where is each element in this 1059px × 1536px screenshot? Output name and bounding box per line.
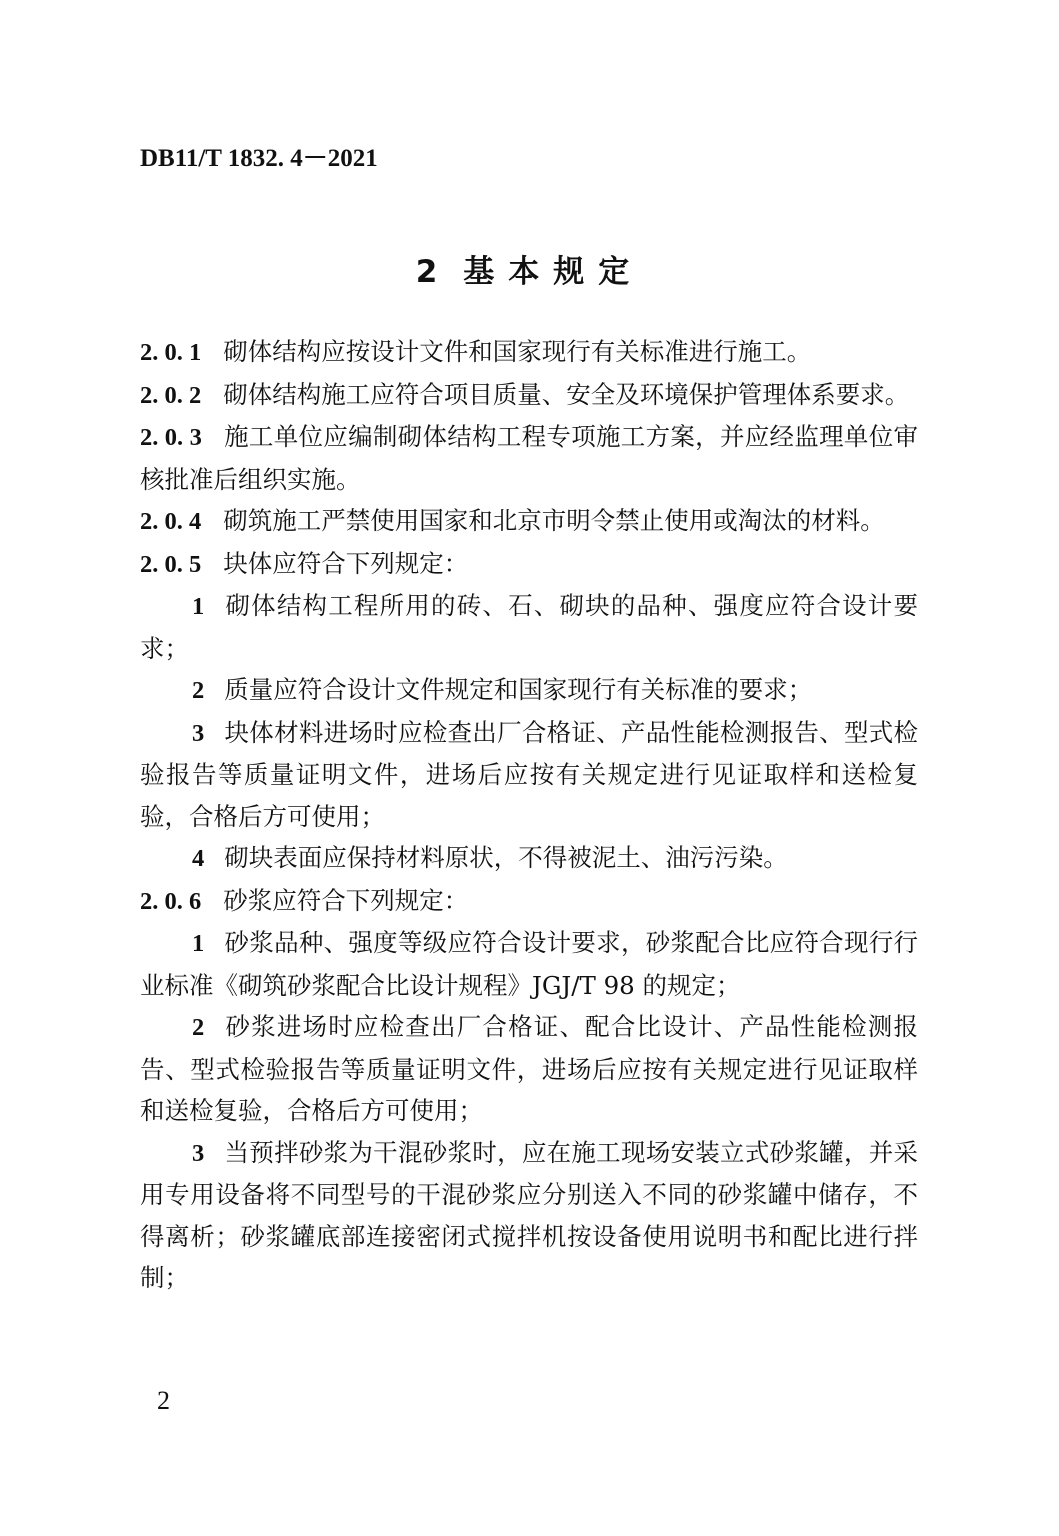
clause-number: 2. 0. 2: [140, 381, 202, 409]
item-text: 砌块表面应保持材料原状，不得被泥土、油污污染。: [224, 843, 788, 872]
item-number: 1: [192, 593, 205, 620]
item-number: 3: [192, 719, 205, 747]
clause-text: 施工单位应编制砌体结构工程专项施工方案，并应经监理单位审核批准后组织实施。: [140, 422, 919, 494]
item-number: 4: [192, 845, 205, 872]
list-item: [140, 1132, 918, 1299]
clause-2-0-6: [140, 880, 918, 923]
item-text: 质量应符合设计文件规定和国家现行有关标准的要求；: [224, 675, 813, 704]
clause-2-0-4: [140, 500, 918, 543]
clause-text: 砌体结构施工应符合项目质量、安全及环境保护管理体系要求。: [223, 379, 910, 409]
clause-2-0-3: [140, 416, 918, 500]
item-number: 2: [192, 677, 205, 704]
list-item: [140, 922, 918, 1006]
item-text: 块体材料进场时应检查出厂合格证、产品性能检测报告、型式检验报告等质量证明文件，进场后应按有关规定进行见证取样和送检复验，合格后方可使用；: [140, 717, 918, 831]
list-item: [140, 837, 918, 880]
clause-2-0-5: [140, 543, 918, 586]
chapter-name: 基本规定: [463, 254, 644, 290]
clause-2-0-1: [140, 331, 918, 374]
item-text: 砂浆进场时应检查出厂合格证、配合比设计、产品性能检测报告、型式检验报告等质量证明文件，进场后应按有关规定进行见证取样和送检复验，合格后方可使用；: [140, 1012, 918, 1125]
item-text: 当预拌砂浆为干混砂浆时，应在施工现场安装立式砂浆罐，并采用专用设备将不同型号的干混砂浆应分别送入不同的砂浆罐中储存，不得离析；砂浆罐底部连接密闭式搅拌机按设备使用说明书和配比进行拌制；: [140, 1137, 918, 1292]
clause-number: 2. 0. 3: [140, 424, 202, 451]
list-item: [140, 712, 918, 838]
item-text: 砌体结构工程所用的砖、石、砌块的品种、强度应符合设计要求；: [140, 591, 918, 663]
clause-number: 2. 0. 5: [140, 550, 202, 578]
list-item: [140, 585, 918, 669]
clause-number: 2. 0. 1: [140, 339, 202, 366]
item-number: 3: [192, 1139, 205, 1167]
item-number: 1: [192, 930, 205, 957]
chapter-number: 2: [415, 254, 438, 290]
list-item: [140, 1006, 918, 1132]
chapter-title: [0, 246, 1059, 291]
clause-2-0-2: [140, 374, 918, 417]
clause-text: 砌体结构应按设计文件和国家现行有关标准进行施工。: [223, 337, 812, 366]
clause-number: 2. 0. 6: [140, 887, 202, 915]
clause-text: 砂浆应符合下列规定：: [223, 885, 469, 915]
page-number: 2: [157, 1386, 170, 1415]
standard-code: DB11/T 1832. 4－2021: [140, 145, 378, 172]
clause-number: 2. 0. 4: [140, 508, 202, 535]
item-number: 2: [192, 1014, 205, 1041]
clause-text: 块体应符合下列规定：: [223, 548, 469, 578]
list-item: [140, 669, 918, 712]
body-text: [140, 331, 918, 1299]
item-text: 砂浆品种、强度等级应符合设计要求，砂浆配合比应符合现行行业标准《砌筑砂浆配合比设计规程》JGJ/T 98 的规定；: [140, 928, 918, 1000]
clause-text: 砌筑施工严禁使用国家和北京市明令禁止使用或淘汰的材料。: [223, 506, 885, 535]
